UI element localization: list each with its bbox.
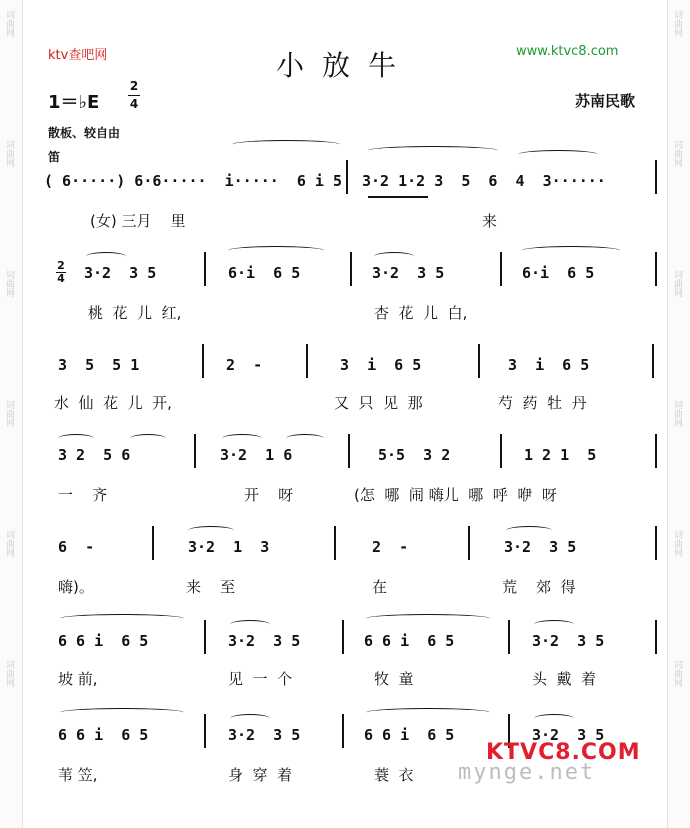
slur [228, 246, 324, 255]
notation-measure: 3 5 5 1 [58, 356, 140, 374]
sidebar-text: 词曲网 [4, 270, 14, 297]
right-sidebar-strip [667, 0, 690, 828]
site-watermark-left[interactable]: ktv查吧网 [48, 48, 108, 63]
bar-line [334, 526, 336, 560]
notation-line [44, 446, 664, 476]
notation-measure: 3·2 3 5 [228, 632, 301, 650]
lyric-phrase: 来 [482, 212, 498, 230]
notation-measure: 3·2 3 5 [532, 726, 605, 744]
slur [534, 620, 574, 629]
instrument-label: 笛 [48, 150, 61, 164]
lyric-phrase: 又 只 见 那 [334, 394, 423, 412]
sidebar-text: 词曲网 [4, 400, 14, 427]
slur [230, 620, 270, 629]
lyric-phrase: 见 一 个 [228, 670, 293, 688]
sidebar-text: 词曲网 [4, 530, 14, 557]
notation-measure: 3 i 6 5 [340, 356, 422, 374]
notation-line [44, 356, 664, 386]
bar-line [500, 252, 502, 286]
lyric-line [44, 484, 664, 508]
sidebar-text: 词曲网 [672, 10, 682, 37]
notation-measure: 3·2 3 5 [532, 632, 605, 650]
slur [522, 246, 620, 255]
bar-line [655, 526, 657, 560]
bar-line [346, 160, 348, 194]
meter-bottom: 4 [129, 97, 139, 111]
sidebar-text: 词曲网 [672, 530, 682, 557]
bar-line [202, 344, 204, 378]
key-signature: 1＝♭E [48, 92, 100, 113]
lyric-phrase: 在 [372, 578, 388, 596]
site-watermark-right[interactable]: www.ktvc8.com [516, 44, 619, 59]
notation-measure: 3·2 1·2 3 5 6 4 3······ [362, 172, 606, 190]
notation-measure: ( 6·····) 6·6····· i····· 6 i 5 [44, 172, 343, 190]
meter-top: 2 [57, 259, 65, 272]
meter-top: 2 [129, 79, 139, 93]
lyric-phrase: 苇 笠, [58, 766, 98, 784]
bar-line [306, 344, 308, 378]
bar-line [194, 434, 196, 468]
lyric-phrase: 水 仙 花 儿 开, [54, 394, 172, 412]
lyric-line [44, 576, 664, 600]
slur [58, 434, 94, 443]
bar-line [655, 252, 657, 286]
notation-line [44, 264, 664, 294]
slur [230, 714, 270, 723]
bar-line [652, 344, 654, 378]
notation-measure: 6 6 i 6 5 [364, 632, 455, 650]
notation-measure: 6·i 6 5 [522, 264, 595, 282]
notation-measure: 6 6 i 6 5 [58, 726, 149, 744]
slur [506, 526, 552, 535]
lyric-line [44, 302, 664, 326]
notation-measure: 5·5 3 2 [378, 446, 451, 464]
lyric-phrase: 一 齐 [58, 486, 108, 504]
bar-line [342, 620, 344, 654]
lyric-phrase: (怎 哪 闹 嗨儿 哪 呼 咿 呀 [354, 486, 557, 504]
left-sidebar-strip [0, 0, 23, 828]
sidebar-text: 词曲网 [4, 10, 14, 37]
notation-measure: 3·2 1 3 [188, 538, 270, 556]
slur [86, 252, 126, 261]
sidebar-text: 词曲网 [4, 140, 14, 167]
bar-line [478, 344, 480, 378]
bar-line [655, 620, 657, 654]
notation-measure: 1 2 1 5 [524, 446, 597, 464]
site-logo-gray: mynge.net [458, 760, 596, 785]
notation-line [44, 172, 664, 202]
notation-measure: 3·2 3 5 [84, 264, 157, 282]
bar-line [468, 526, 470, 560]
bar-line [500, 434, 502, 468]
bar-line [350, 252, 352, 286]
notation-measure: 3·2 3 5 [228, 726, 301, 744]
notation-measure: 3·2 1 6 [220, 446, 293, 464]
slur [232, 140, 340, 149]
tempo-marking: 散板、较自由 [48, 126, 121, 140]
song-origin: 苏南民歌 [575, 92, 636, 110]
site-logo-red[interactable]: KTVC8.COM [486, 740, 641, 765]
bar-line [342, 714, 344, 748]
notation-measure: 3·2 3 5 [372, 264, 445, 282]
beam-underline [368, 196, 428, 198]
bar-line [204, 252, 206, 286]
lyric-phrase: 坡 前, [58, 670, 98, 688]
notation-measure: 6 6 i 6 5 [58, 632, 149, 650]
notation-measure: 6 6 i 6 5 [364, 726, 455, 744]
lyric-phrase: 芍 药 牡 丹 [498, 394, 587, 412]
notation-measure: 3 2 5 6 [58, 446, 131, 464]
bar-line [348, 434, 350, 468]
slur [130, 434, 166, 443]
notation-line [44, 632, 664, 662]
slur [60, 708, 184, 717]
slur [60, 614, 184, 623]
notation-measure: 6 - [58, 538, 95, 556]
lyric-phrase: 开 呀 [244, 486, 294, 504]
slur [518, 150, 598, 159]
meter-bottom: 4 [57, 272, 65, 285]
notation-line [44, 538, 664, 568]
lyric-phrase: 头 戴 着 [532, 670, 597, 688]
bar-line [655, 434, 657, 468]
sidebar-text: 词曲网 [672, 660, 682, 687]
bar-line [204, 714, 206, 748]
lyric-phrase: 桃 花 儿 红, [88, 304, 182, 322]
notation-measure: 3 i 6 5 [508, 356, 590, 374]
lyric-line [44, 210, 664, 234]
slur [222, 434, 262, 443]
song-title: 小放牛 [275, 49, 414, 82]
bar-line [152, 526, 154, 560]
lyric-phrase: 牧 童 [374, 670, 414, 688]
lyric-phrase: 来 至 [186, 578, 236, 596]
lyric-phrase: 杏 花 儿 白, [374, 304, 468, 322]
lyric-line [44, 668, 664, 692]
slur [366, 614, 490, 623]
bar-line [655, 160, 657, 194]
sidebar-text: 词曲网 [672, 400, 682, 427]
lyric-phrase: 荒 郊 得 [502, 578, 576, 596]
sidebar-text: 词曲网 [672, 140, 682, 167]
notation-measure: 3·2 3 5 [504, 538, 577, 556]
lyric-phrase: 身 穿 着 [228, 766, 293, 784]
lyric-phrase: 嗨)。 [58, 578, 94, 596]
slur [286, 434, 324, 443]
sidebar-text: 词曲网 [672, 270, 682, 297]
notation-measure: 6·i 6 5 [228, 264, 301, 282]
lyric-phrase: (女) 三月 里 [90, 212, 186, 230]
lyric-line [44, 392, 664, 416]
notation-measure: 2 - [226, 356, 263, 374]
bar-line [508, 620, 510, 654]
time-signature [128, 78, 140, 113]
lyric-phrase: 蓑 衣 [374, 766, 414, 784]
bar-line [204, 620, 206, 654]
slur [534, 714, 574, 723]
slur [368, 146, 498, 155]
sidebar-text: 词曲网 [4, 660, 14, 687]
slur [374, 252, 414, 261]
slur [188, 526, 234, 535]
slur [366, 708, 490, 717]
notation-measure: 2 - [372, 538, 409, 556]
